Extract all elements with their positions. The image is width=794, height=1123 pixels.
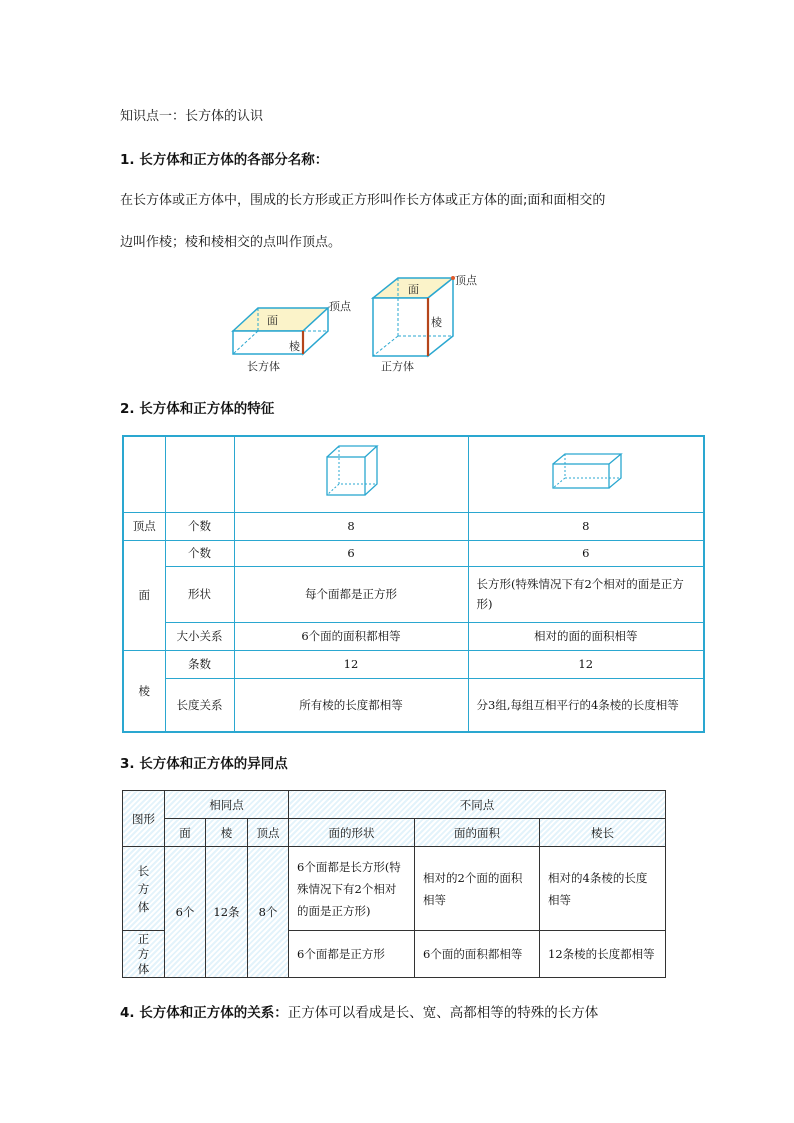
edge-count-cuboid: 12 [468,650,704,678]
cuboid-face-shape: 6个面都是长方形(特殊情况下有2个相对的面是正方形) [289,847,415,931]
edge-count-label: 条数 [165,650,234,678]
face-shape-cuboid: 长方形(特殊情况下有2个相对的面是正方形) [468,566,704,622]
comparison-table [122,790,666,978]
edge-header: 棱 [206,819,248,847]
features-header-empty1 [123,436,165,512]
face-size-label: 大小关系 [165,622,234,650]
cuboid-icon [549,450,623,492]
edge-length-label: 长度关系 [165,678,234,732]
cuboid-face-area: 相对的2个面的面积相等 [415,847,540,931]
cuboid-face-label: 面 [267,314,278,327]
cube-vertex-label: 顶点 [455,274,477,287]
section4-text: 正方体可以看成是长、宽、高都相等的特殊的长方体 [287,1005,599,1021]
knowledge-point-title: 知识点一：长方体的认识 [120,109,264,124]
vertex-cuboid-value: 8 [468,512,704,540]
edge-group-cell: 棱 [123,650,165,732]
cuboid-diagram [233,304,333,354]
face-header: 面 [165,819,206,847]
features-row-face-count [123,540,704,566]
section1-paragraph-line1: 在长方体或正方体中，围成的长方形或正方形叫作长方体或正方体的面;面和面相交的 [120,193,606,208]
features-header-empty2 [165,436,234,512]
same-points-header: 相同点 [165,791,289,819]
edge-length-cube: 所有棱的长度都相等 [234,678,468,732]
section4-heading: 4. 长方体和正方体的关系： [120,1005,288,1021]
cuboid-edge-length: 相对的4条棱的长度相等 [540,847,666,931]
features-row-vertex [123,512,704,540]
face-size-cube: 6个面的面积都相等 [234,622,468,650]
vertex-header: 顶点 [248,819,289,847]
face-area-header: 面的面积 [415,819,540,847]
cube-edge-label: 棱 [431,316,442,329]
cuboid-edge-label: 棱 [289,340,300,353]
comparison-header-row1 [123,791,666,819]
face-shape-label: 形状 [165,566,234,622]
features-row-face-size [123,622,704,650]
same-edge-count: 12条 [206,847,248,978]
cube-face-area: 6个面的面积都相等 [415,931,540,978]
vertex-group-cell: 顶点 [123,512,165,540]
comparison-row-cuboid [123,847,666,931]
face-size-cuboid: 相对的面的面积相等 [468,622,704,650]
section2-heading: 2. 长方体和正方体的特征 [120,401,275,417]
cube-icon [321,443,381,499]
cube-face-label: 面 [408,283,419,296]
cube-caption: 正方体 [381,360,414,373]
features-header-row [123,436,704,512]
same-face-count: 6个 [165,847,206,978]
features-header-cuboid [468,436,704,512]
different-points-header: 不同点 [289,791,666,819]
cuboid-caption: 长方体 [247,360,280,373]
face-shape-cube: 每个面都是正方形 [234,566,468,622]
vertex-count-label: 个数 [165,512,234,540]
cube-row-label: 正方体 [123,931,165,978]
vertex-cube-value: 8 [234,512,468,540]
face-shape-header: 面的形状 [289,819,415,847]
cube-edge-length: 12条棱的长度都相等 [540,931,666,978]
face-count-label: 个数 [165,540,234,566]
section1-paragraph-line2: 边叫作棱；棱和棱相交的点叫作顶点。 [120,235,342,250]
face-count-cuboid: 6 [468,540,704,566]
face-group-cell: 面 [123,540,165,650]
edge-length-header: 棱长 [540,819,666,847]
cuboid-vertex-label: 顶点 [329,300,351,313]
section1-heading: 1. 长方体和正方体的各部分名称： [120,152,329,168]
cube-face-shape: 6个面都是正方形 [289,931,415,978]
section4-line [120,1004,598,1022]
features-row-face-shape [123,566,704,622]
comparison-header-row2 [123,819,666,847]
edge-count-cube: 12 [234,650,468,678]
cuboid-cube-figure [225,272,485,377]
features-row-edge-length [123,678,704,732]
edge-length-cuboid: 分3组,每组互相平行的4条棱的长度相等 [468,678,704,732]
cuboid-row-label: 长方体 [123,847,165,931]
features-row-edge-count [123,650,704,678]
features-header-cube [234,436,468,512]
features-table [122,435,705,733]
shape-column-header: 图形 [123,791,165,847]
face-count-cube: 6 [234,540,468,566]
section3-heading: 3. 长方体和正方体的异同点 [120,756,288,772]
same-vertex-count: 8个 [248,847,289,978]
